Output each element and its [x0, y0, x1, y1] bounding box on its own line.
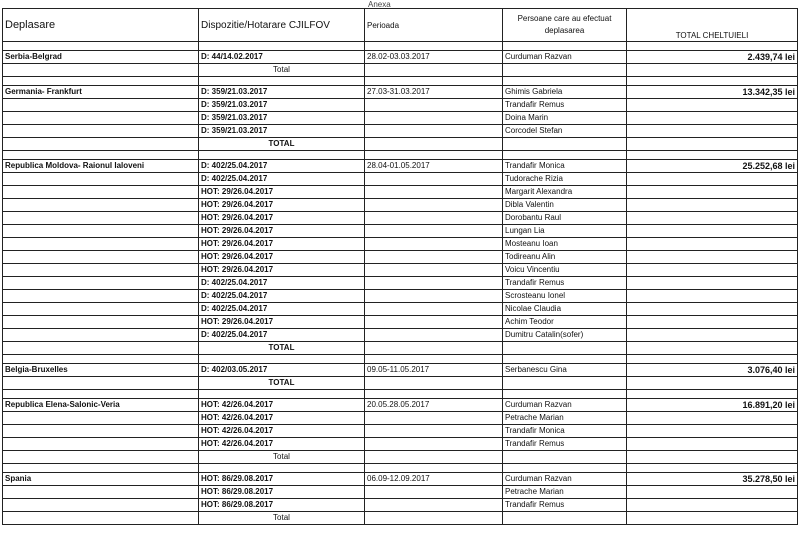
document-cell: HOT: 42/26.04.2017 — [199, 399, 365, 412]
period-cell: 28.04-01.05.2017 — [365, 160, 503, 173]
annex-label: Anexa — [368, 0, 391, 9]
empty-cell — [627, 99, 798, 112]
table-row — [3, 473, 798, 486]
document-cell: HOT: 86/29.08.2017 — [199, 486, 365, 499]
group-total-row — [3, 451, 798, 464]
empty-cell — [365, 42, 503, 51]
group-total-row — [3, 342, 798, 355]
total-amount-cell: 2.439,74 lei — [627, 51, 798, 64]
table-row — [3, 86, 798, 99]
total-amount-cell: 13.342,35 lei — [627, 86, 798, 99]
empty-cell — [365, 125, 503, 138]
empty-cell — [3, 212, 199, 225]
travel-expenses-table — [2, 8, 798, 525]
empty-cell — [627, 390, 798, 399]
empty-cell — [503, 355, 627, 364]
person-cell: Petrache Marian — [503, 486, 627, 499]
person-cell: Todireanu Alin — [503, 251, 627, 264]
person-cell: Mosteanu Ioan — [503, 238, 627, 251]
empty-cell — [3, 138, 199, 151]
person-cell: Trandafir Remus — [503, 438, 627, 451]
document-cell: D: 402/25.04.2017 — [199, 329, 365, 342]
empty-cell — [3, 486, 199, 499]
table-row — [3, 173, 798, 186]
document-cell: HOT: 86/29.08.2017 — [199, 499, 365, 512]
empty-cell — [3, 99, 199, 112]
document-cell: HOT: 42/26.04.2017 — [199, 412, 365, 425]
destination-cell: Belgia-Bruxelles — [3, 364, 199, 377]
document-cell: HOT: 86/29.08.2017 — [199, 473, 365, 486]
empty-cell — [365, 277, 503, 290]
person-cell: Trandafir Remus — [503, 277, 627, 290]
empty-cell — [365, 412, 503, 425]
table-row — [3, 438, 798, 451]
period-cell: 20.05.28.05.2017 — [365, 399, 503, 412]
empty-cell — [627, 451, 798, 464]
empty-cell — [627, 499, 798, 512]
person-cell: Curduman Razvan — [503, 51, 627, 64]
table-row — [3, 290, 798, 303]
table-body — [3, 42, 798, 525]
table-row — [3, 303, 798, 316]
empty-cell — [627, 212, 798, 225]
group-total-row — [3, 138, 798, 151]
table-row — [3, 486, 798, 499]
document-cell: D: 359/21.03.2017 — [199, 86, 365, 99]
spacer-row — [3, 464, 798, 473]
person-cell: Petrache Marian — [503, 412, 627, 425]
table-row — [3, 51, 798, 64]
document-cell: HOT: 29/26.04.2017 — [199, 316, 365, 329]
empty-cell — [627, 42, 798, 51]
empty-cell — [627, 355, 798, 364]
empty-cell — [627, 199, 798, 212]
empty-cell — [365, 355, 503, 364]
empty-cell — [627, 290, 798, 303]
document-cell: D: 402/25.04.2017 — [199, 160, 365, 173]
group-total-row — [3, 512, 798, 525]
empty-cell — [365, 238, 503, 251]
header-dispozitie: Dispozitie/Hotarare CJILFOV — [199, 9, 365, 42]
empty-cell — [199, 77, 365, 86]
table-row — [3, 238, 798, 251]
header-row — [3, 9, 798, 42]
table-row — [3, 425, 798, 438]
total-label-cell: TOTAL — [199, 342, 365, 355]
empty-cell — [627, 238, 798, 251]
document-cell: HOT: 42/26.04.2017 — [199, 438, 365, 451]
empty-cell — [199, 390, 365, 399]
empty-cell — [365, 438, 503, 451]
document-cell: HOT: 29/26.04.2017 — [199, 264, 365, 277]
table-row — [3, 264, 798, 277]
empty-cell — [3, 251, 199, 264]
empty-cell — [627, 316, 798, 329]
empty-cell — [627, 486, 798, 499]
empty-cell — [365, 425, 503, 438]
empty-cell — [365, 451, 503, 464]
empty-cell — [3, 512, 199, 525]
person-cell: Tudorache Rizia — [503, 173, 627, 186]
empty-cell — [365, 199, 503, 212]
person-cell: Achim Teodor — [503, 316, 627, 329]
empty-cell — [365, 173, 503, 186]
person-cell: Dumitru Catalin(sofer) — [503, 329, 627, 342]
document-cell: HOT: 29/26.04.2017 — [199, 251, 365, 264]
empty-cell — [3, 425, 199, 438]
empty-cell — [627, 329, 798, 342]
spacer-row — [3, 390, 798, 399]
document-cell: HOT: 29/26.04.2017 — [199, 225, 365, 238]
empty-cell — [503, 64, 627, 77]
empty-cell — [365, 486, 503, 499]
total-label-cell: Total — [199, 512, 365, 525]
empty-cell — [3, 329, 199, 342]
empty-cell — [627, 377, 798, 390]
empty-cell — [3, 390, 199, 399]
period-cell: 28.02-03.03.2017 — [365, 51, 503, 64]
empty-cell — [3, 238, 199, 251]
period-cell: 09.05-11.05.2017 — [365, 364, 503, 377]
total-amount-cell: 25.252,68 lei — [627, 160, 798, 173]
document-cell: D: 402/25.04.2017 — [199, 303, 365, 316]
empty-cell — [365, 251, 503, 264]
table-row — [3, 364, 798, 377]
total-label-cell: TOTAL — [199, 138, 365, 151]
empty-cell — [199, 151, 365, 160]
table-row — [3, 329, 798, 342]
empty-cell — [3, 451, 199, 464]
empty-cell — [627, 151, 798, 160]
empty-cell — [3, 112, 199, 125]
empty-cell — [3, 355, 199, 364]
person-cell: Voicu Vincentiu — [503, 264, 627, 277]
empty-cell — [627, 186, 798, 199]
empty-cell — [365, 99, 503, 112]
table-row — [3, 125, 798, 138]
empty-cell — [627, 64, 798, 77]
empty-cell — [627, 225, 798, 238]
spacer-row — [3, 42, 798, 51]
empty-cell — [3, 264, 199, 277]
empty-cell — [3, 290, 199, 303]
header-perioada: Perioada — [365, 9, 503, 42]
empty-cell — [3, 225, 199, 238]
empty-cell — [627, 277, 798, 290]
empty-cell — [627, 342, 798, 355]
document-cell: D: 402/25.04.2017 — [199, 290, 365, 303]
document-cell: D: 359/21.03.2017 — [199, 112, 365, 125]
document-cell: D: 402/03.05.2017 — [199, 364, 365, 377]
person-cell: Dorobantu Raul — [503, 212, 627, 225]
empty-cell — [3, 499, 199, 512]
empty-cell — [503, 342, 627, 355]
empty-cell — [3, 151, 199, 160]
empty-cell — [3, 342, 199, 355]
empty-cell — [503, 42, 627, 51]
empty-cell — [3, 125, 199, 138]
empty-cell — [503, 512, 627, 525]
table-row — [3, 412, 798, 425]
destination-cell: Republica Moldova- Raionul Ialoveni — [3, 160, 199, 173]
empty-cell — [627, 412, 798, 425]
empty-cell — [503, 138, 627, 151]
empty-cell — [3, 377, 199, 390]
empty-cell — [365, 64, 503, 77]
header-total-cheltuieli: TOTAL CHELTUIELI — [627, 9, 798, 42]
person-cell: Scrosteanu Ionel — [503, 290, 627, 303]
group-total-row — [3, 64, 798, 77]
empty-cell — [365, 512, 503, 525]
person-cell: Dibla Valentin — [503, 199, 627, 212]
empty-cell — [3, 173, 199, 186]
document-cell: D: 359/21.03.2017 — [199, 125, 365, 138]
group-total-row — [3, 377, 798, 390]
document-cell: HOT: 29/26.04.2017 — [199, 212, 365, 225]
person-cell: Lungan Lia — [503, 225, 627, 238]
document-cell: HOT: 29/26.04.2017 — [199, 186, 365, 199]
header-persoane: Persoane care au efectuat deplasarea — [503, 9, 627, 42]
empty-cell — [627, 251, 798, 264]
spacer-row — [3, 151, 798, 160]
empty-cell — [503, 151, 627, 160]
document-cell: D: 402/25.04.2017 — [199, 173, 365, 186]
period-cell: 06.09-12.09.2017 — [365, 473, 503, 486]
table-row — [3, 112, 798, 125]
empty-cell — [365, 464, 503, 473]
table-row — [3, 316, 798, 329]
header-deplasare: Deplasare — [3, 9, 199, 42]
table-row — [3, 251, 798, 264]
empty-cell — [365, 138, 503, 151]
empty-cell — [365, 316, 503, 329]
destination-cell: Serbia-Belgrad — [3, 51, 199, 64]
empty-cell — [199, 355, 365, 364]
empty-cell — [503, 377, 627, 390]
table-row — [3, 99, 798, 112]
total-amount-cell: 3.076,40 lei — [627, 364, 798, 377]
empty-cell — [503, 464, 627, 473]
document-cell: HOT: 29/26.04.2017 — [199, 199, 365, 212]
table-row — [3, 186, 798, 199]
total-label-cell: Total — [199, 64, 365, 77]
person-cell: Ghimis Gabriela — [503, 86, 627, 99]
table-row — [3, 499, 798, 512]
empty-cell — [3, 77, 199, 86]
empty-cell — [3, 277, 199, 290]
empty-cell — [627, 438, 798, 451]
empty-cell — [365, 77, 503, 86]
empty-cell — [3, 64, 199, 77]
empty-cell — [365, 212, 503, 225]
empty-cell — [365, 151, 503, 160]
empty-cell — [627, 512, 798, 525]
document-cell: D: 44/14.02.2017 — [199, 51, 365, 64]
person-cell: Trandafir Monica — [503, 160, 627, 173]
empty-cell — [503, 77, 627, 86]
table-row — [3, 399, 798, 412]
table-row — [3, 199, 798, 212]
empty-cell — [3, 464, 199, 473]
empty-cell — [627, 464, 798, 473]
person-cell: Curduman Razvan — [503, 399, 627, 412]
table-row — [3, 212, 798, 225]
empty-cell — [365, 290, 503, 303]
person-cell: Nicolae Claudia — [503, 303, 627, 316]
empty-cell — [627, 125, 798, 138]
table-row — [3, 225, 798, 238]
spacer-row — [3, 355, 798, 364]
empty-cell — [3, 438, 199, 451]
empty-cell — [365, 225, 503, 238]
table-row — [3, 160, 798, 173]
empty-cell — [365, 499, 503, 512]
empty-cell — [365, 377, 503, 390]
destination-cell: Spania — [3, 473, 199, 486]
empty-cell — [365, 303, 503, 316]
empty-cell — [3, 316, 199, 329]
person-cell: Margarit Alexandra — [503, 186, 627, 199]
total-amount-cell: 16.891,20 lei — [627, 399, 798, 412]
destination-cell: Germania- Frankfurt — [3, 86, 199, 99]
empty-cell — [627, 112, 798, 125]
person-cell: Curduman Razvan — [503, 473, 627, 486]
person-cell: Trandafir Monica — [503, 425, 627, 438]
empty-cell — [365, 342, 503, 355]
empty-cell — [3, 303, 199, 316]
empty-cell — [627, 425, 798, 438]
empty-cell — [365, 390, 503, 399]
empty-cell — [3, 186, 199, 199]
person-cell: Corcodel Stefan — [503, 125, 627, 138]
document-cell: HOT: 29/26.04.2017 — [199, 238, 365, 251]
empty-cell — [199, 464, 365, 473]
total-label-cell: TOTAL — [199, 377, 365, 390]
person-cell: Trandafir Remus — [503, 499, 627, 512]
document-cell: HOT: 42/26.04.2017 — [199, 425, 365, 438]
period-cell: 27.03-31.03.2017 — [365, 86, 503, 99]
empty-cell — [365, 264, 503, 277]
person-cell: Serbanescu Gina — [503, 364, 627, 377]
person-cell: Trandafir Remus — [503, 99, 627, 112]
empty-cell — [365, 112, 503, 125]
empty-cell — [3, 412, 199, 425]
table-row — [3, 277, 798, 290]
empty-cell — [3, 42, 199, 51]
spacer-row — [3, 77, 798, 86]
empty-cell — [503, 390, 627, 399]
empty-cell — [627, 303, 798, 316]
empty-cell — [199, 42, 365, 51]
empty-cell — [627, 173, 798, 186]
person-cell: Doina Marin — [503, 112, 627, 125]
empty-cell — [365, 186, 503, 199]
empty-cell — [365, 329, 503, 342]
empty-cell — [503, 451, 627, 464]
empty-cell — [627, 77, 798, 86]
document-cell: D: 359/21.03.2017 — [199, 99, 365, 112]
total-amount-cell: 35.278,50 lei — [627, 473, 798, 486]
total-label-cell: Total — [199, 451, 365, 464]
destination-cell: Republica Elena-Salonic-Veria — [3, 399, 199, 412]
empty-cell — [627, 264, 798, 277]
empty-cell — [3, 199, 199, 212]
document-cell: D: 402/25.04.2017 — [199, 277, 365, 290]
empty-cell — [627, 138, 798, 151]
